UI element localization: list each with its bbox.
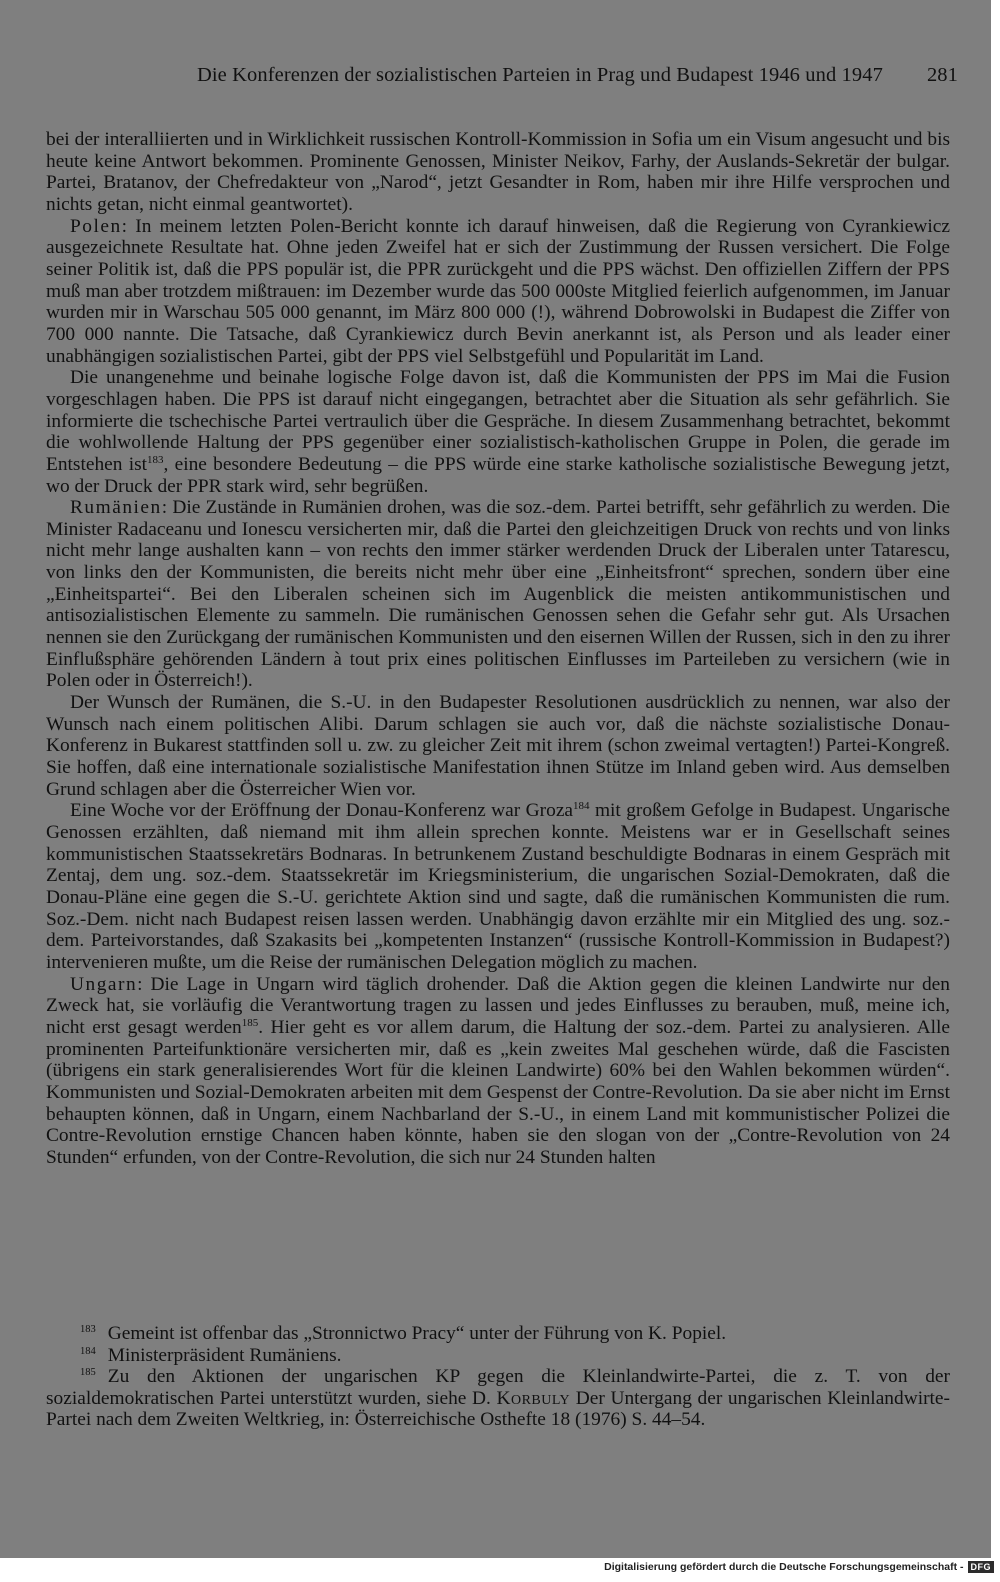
footnote: [46, 1345, 950, 1367]
paragraph-text: Die unangenehme und beinahe logische Folge davon ist, daß die Kommunisten der PPS im Mai die Fusion vorgeschlagen haben. Die PPS ist darauf nicht eingegangen, betrachtet aber die Situation als sehr gefährlich. Sie informierte die tschechische Partei vertraulich über die Gespräche. In diesem Zusammenhang betrachtet, bekommt die wohlwollende Haltung der PPS gegenüber einer sozialistisch-katholischen Gruppe in Polen, die gerade im Entstehen ist: [46, 367, 950, 475]
footnote-ref: 183: [147, 453, 164, 466]
digitization-footer: [604, 1561, 994, 1573]
footnote-text: Gemeint ist offenbar das „Stronnictwo Pracy“ unter der Führung von K. Popiel.: [107, 1323, 727, 1344]
footnote-author: Korbuly: [496, 1387, 571, 1409]
footnote: [46, 1366, 950, 1431]
footnote-ref: 185: [241, 1016, 259, 1029]
paragraph: [46, 800, 950, 973]
footnote-text: Zu den Aktionen der ungarischen KP gegen die Kleinlandwirte-Partei, die z. T. von der sozialdemokratischen Partei unterstützt wurden, siehe D.: [46, 1366, 950, 1409]
footnote-ref: 184: [573, 800, 590, 813]
section-lead-romania: Rumänien: [70, 497, 162, 519]
paragraph-text: : Die Zustände in Rumänien drohen, was die soz.-dem. Partei betrifft, sehr gefährlich zu werden. Die Minister Radaceanu und Ionescu versicherten mir, daß die Partei den gleichzeitigen Druck von rechts und von links nicht mehr lange aushalten kann – von rechts den immer stärker werdenden Druck der Liberalen unter Tatarescu, von links den der Kommunisten, die bereits nicht mehr über eine „Einheitsfront“ sprechen, sondern über eine „Einheitspartei“. Bei den Liberalen scheinen sich im Augenblick die meisten antikommunistischen und antisozialistischen Elemente zu sammeln. Die rumänischen Genossen sehen die Gefahr sehr gut. Als Ursachen nennen sie den Zurückgang der rumänischen Kommunisten und den eisernen Willen der Russen, sich in den zu ihrer Einflußsphäre gehörenden Ländern à tout prix eines politischen Einflusses im Parteileben zu versichern (wie in Polen oder in Österreich!).: [46, 497, 950, 692]
footnote-text: Ministerpräsident Rumäniens.: [107, 1344, 342, 1366]
paragraph-text: , eine besondere Bedeutung – die PPS würde eine starke katholische sozialistische Bewegung jetzt, wo der Druck der PPR stark wird, sehr begrüßen.: [46, 453, 951, 497]
paragraph-text: : In meinem letzten Polen-Bericht konnte ich darauf hinweisen, daß die Regierung von Cyrankiewicz ausgezeichnete Resultate hat. Ohne jeden Zweifel hat er sich der Zustimmung der Russen versichert. Die Folge seiner Politik ist, daß die PPS populär ist, die PPR zurückgeht und die PPS wächst. Den offiziellen Ziffern der PPS muß man aber trotzdem mißtrauen: im Dezember wurde das 500 000ste Mitglied feierlich aufgenommen, im Januar wurden mir in Warschau 505 000 genannt, im März 800 000 (!), während Dobrowolski in Budapest die Ziffer von 700 000 nannte. Die Tatsache, daß Cyrankiewicz durch Bevin anerkannt ist, als Person und als leader einer unabhängigen sozialistischen Partei, gibt der PPS viel Selbstgefühl und Popularität im Land.: [46, 215, 950, 367]
paragraph-text: Eine Woche vor der Eröffnung der Donau-Konferenz war Groza: [70, 800, 574, 822]
paragraph-text: : Die Lage in Ungarn wird täglich drohender. Daß die Aktion gegen die kleinen Landwirte nur den Zweck hat, sie vorläufig die Verantwortung tragen zu lassen und jedes Einflusses zu berauben, muß, meine ich, nicht erst gesagt werden: [46, 973, 950, 1038]
footnote-number: 183: [80, 1324, 96, 1335]
paragraph-poland: [46, 216, 950, 368]
footer-text: Digitalisierung gefördert durch die Deutsche Forschungsgemeinschaft -: [604, 1561, 964, 1573]
paragraph-hungary: [46, 974, 950, 1169]
footnote-number: 185: [80, 1367, 96, 1379]
page-number: 281: [926, 64, 958, 86]
section-lead-hungary: Ungarn: [70, 973, 138, 995]
footnote-number: 184: [80, 1345, 96, 1357]
running-header: [40, 64, 958, 87]
paragraph-text: mit großem Gefolge in Budapest. Ungarische Genossen erzählten, daß niemand mit ihm allein sprechen konnte. Meistens war er in Gesellschaft seines kommunistischen Staatssekretärs Bodnaras. In betrunkenem Zustand beschuldigte Bodnaras in einem Gespräch mit Zentaj, dem ung. soz.-dem. Staatssekretär im Kriegsministerium, die ungarischen Sozial-Demokraten, daß die Donau-Pläne eine gegen die S.-U. gerichtete Aktion sind und sagte, daß die rumänischen Kommunisten die rum. Soz.-Dem. nicht nach Budapest reisen lassen werden. Unabhängig davon erzählte mir ein Mitglied des ung. soz.-dem. Parteivorstandes, daß Szakasits bei „kompetenten Instanzen“ (russische Kontroll-Kommission in Budapest?) intervenieren mußte, um die Reise der rumänischen Delegation möglich zu machen.: [46, 800, 950, 973]
paragraph-text: . Hier geht es vor allem darum, die Haltung der soz.-dem. Partei zu analysieren. Alle prominenten Parteifunktionäre versicherten mir, daß es „kein zweites Mal geschehen würde, daß die Fascisten (übrigens ein stark generalisierendes Wort für die kleinen Landwirte) 60% bei den Wahlen bekommen würden“. Kommunisten und Sozial-Demokraten arbeiten mit dem Gespenst der Contre-Revolution. Da sie aber nicht im Ernst behaupten können, daß in Ungarn, einem Nachbarland der S.-U., in einem Land mit kommunistischer Polizei die Contre-Revolution ernstige Chancen haben könnte, haben sie den slogan von der „Contre-Revolution von 24 Stunden“ erfunden, von der Contre-Revolution, die sich nur 24 Stunden halten: [46, 1016, 950, 1168]
body-text: [46, 129, 950, 1169]
running-title: Die Konferenzen der sozialistischen Parteien in Prag und Budapest 1946 und 1947: [196, 64, 883, 86]
paragraph: [46, 367, 950, 497]
paragraph: [46, 129, 950, 216]
paragraph: [46, 692, 950, 800]
paragraph-text: Der Wunsch der Rumänen, die S.-U. in den Budapester Resolutionen ausdrücklich zu nennen, war also der Wunsch nach einem politischen Alibi. Darum schlagen sie auch vor, daß die nächste sozialistische Donau-Konferenz in Bukarest stattfinden soll u. zw. zu gleicher Zeit mit ihrem (schon zweimal vertagten!) Partei-Kongreß. Sie hoffen, daß eine internationale sozialistische Manifestation ihnen Stütze im Inland geben wird. Aus demselben Grund schlagen aber die Österreicher Wien vor.: [46, 692, 950, 800]
footnote: [46, 1323, 950, 1345]
footnote-text: Der Untergang der ungarischen Kleinlandwirte-Partei nach dem Zweiten Weltkrieg, in: Österreichische Osthefte 18 (1976) S. 44–54.: [46, 1387, 950, 1431]
footnotes: [46, 1323, 950, 1431]
dfg-logo: DFG: [968, 1561, 995, 1573]
paragraph-romania: [46, 497, 950, 692]
paragraph-text: bei der interalliierten und in Wirklichkeit russischen Kontroll-Kommission in Sofia um ein Visum angesucht und bis heute keine Antwort bekommen. Prominente Genossen, Minister Neikov, Farhy, der Auslands-Sekretär der bulgar. Partei, Bratanov, der Chefredakteur von „Narod“, jetzt Gesandter in Rom, haben mir ihre Hilfe versprochen und nichts getan, nicht einmal geantwortet).: [46, 129, 950, 215]
section-lead-poland: Polen: [70, 215, 122, 237]
